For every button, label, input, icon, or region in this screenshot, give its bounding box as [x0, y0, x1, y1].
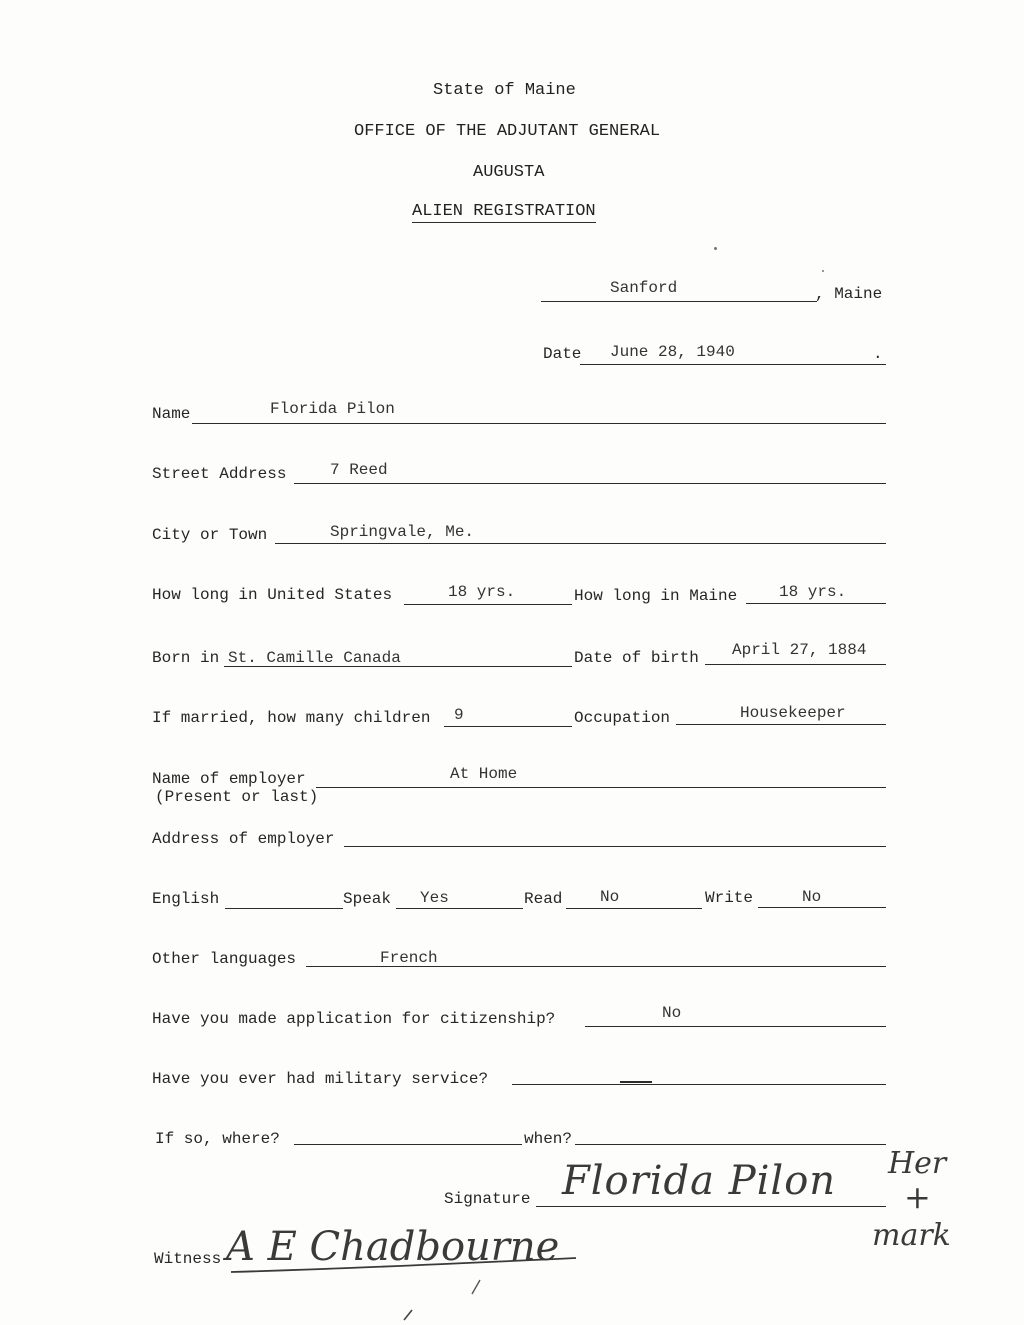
- signature-value: Florida Pilon: [562, 1158, 837, 1204]
- name-value: Florida Pilon: [270, 400, 395, 418]
- read-label: Read: [524, 890, 563, 908]
- how-long-maine-line: [746, 603, 886, 604]
- signature-line: [536, 1206, 886, 1207]
- speak-value: Yes: [420, 889, 449, 907]
- date-of-birth-value: April 27, 1884: [732, 641, 867, 659]
- date-end-mark: .: [873, 345, 883, 363]
- paper-speck: [714, 247, 717, 250]
- signature-annotation-mark: mark: [872, 1218, 951, 1253]
- city-value: Springvale, Me.: [330, 523, 475, 541]
- born-in-value: St. Camille Canada: [228, 649, 401, 667]
- speak-label: Speak: [343, 890, 392, 908]
- military-where-label: If so, where?: [155, 1130, 280, 1148]
- witness-label: Witness: [154, 1250, 222, 1268]
- how-long-maine-label: How long in Maine: [574, 587, 738, 605]
- read-value: No: [600, 888, 620, 906]
- english-label: English: [152, 890, 220, 908]
- military-when-label: when?: [524, 1130, 573, 1148]
- city-line: [275, 543, 886, 544]
- military-service-dash: [620, 1081, 652, 1083]
- born-in-line: [224, 666, 572, 667]
- header-state: State of Maine: [433, 81, 576, 100]
- signature-annotation-cross: +: [904, 1178, 931, 1216]
- employer-name-value: At Home: [450, 765, 518, 783]
- employer-name-line: [316, 787, 886, 788]
- military-where-line: [294, 1144, 522, 1145]
- employer-name-sublabel: (Present or last): [155, 788, 319, 806]
- name-line: [192, 423, 886, 424]
- city-label: City or Town: [152, 526, 268, 544]
- children-label: If married, how many children: [152, 709, 431, 727]
- speak-line: [396, 908, 523, 909]
- how-long-us-value: 18 yrs.: [448, 583, 516, 601]
- how-long-maine-value: 18 yrs.: [779, 583, 847, 601]
- occupation-value: Housekeeper: [740, 704, 846, 722]
- other-languages-value: French: [380, 949, 438, 967]
- street-address-value: 7 Reed: [330, 461, 388, 479]
- occupation-label: Occupation: [574, 709, 671, 727]
- read-line: [566, 908, 702, 909]
- employer-name-label: Name of employer: [152, 770, 306, 788]
- street-address-label: Street Address: [152, 465, 287, 483]
- form-title: ALIEN REGISTRATION: [412, 202, 596, 221]
- write-value: No: [802, 888, 822, 906]
- born-in-label: Born in: [152, 649, 220, 667]
- citizenship-label: Have you made application for citizenship?: [152, 1010, 556, 1028]
- date-line: [580, 364, 886, 365]
- children-value: 9: [454, 706, 464, 724]
- witness-value: A E Chadbourne: [226, 1224, 560, 1270]
- military-service-line: [512, 1084, 886, 1085]
- other-languages-label: Other languages: [152, 950, 297, 968]
- town-line: [541, 301, 817, 302]
- how-long-us-label: How long in United States: [152, 586, 393, 604]
- occupation-line: [676, 724, 886, 725]
- date-value: June 28, 1940: [610, 343, 735, 361]
- signature-label: Signature: [444, 1190, 531, 1208]
- name-label: Name: [152, 405, 191, 423]
- stray-pen-mark: [392, 1276, 492, 1325]
- street-address-line: [294, 483, 886, 484]
- date-label: Date: [543, 345, 582, 363]
- date-of-birth-line: [705, 664, 886, 665]
- military-when-line: [575, 1144, 886, 1145]
- children-line: [444, 726, 572, 727]
- employer-address-label: Address of employer: [152, 830, 335, 848]
- write-line: [758, 907, 886, 908]
- write-label: Write: [705, 889, 754, 907]
- header-city: AUGUSTA: [473, 163, 545, 182]
- header-office: OFFICE OF THE ADJUTANT GENERAL: [354, 122, 661, 141]
- town-state-suffix: , Maine: [815, 285, 883, 303]
- date-of-birth-label: Date of birth: [574, 649, 699, 667]
- paper-speck: [822, 270, 824, 272]
- military-service-label: Have you ever had military service?: [152, 1070, 489, 1088]
- other-languages-line: [306, 966, 886, 967]
- english-line: [225, 908, 343, 909]
- town-value: Sanford: [610, 279, 678, 297]
- how-long-us-line: [404, 604, 572, 605]
- citizenship-value: No: [662, 1004, 682, 1022]
- employer-address-line: [344, 846, 886, 847]
- citizenship-line: [585, 1026, 886, 1027]
- signature-annotation-her: Her: [888, 1146, 947, 1181]
